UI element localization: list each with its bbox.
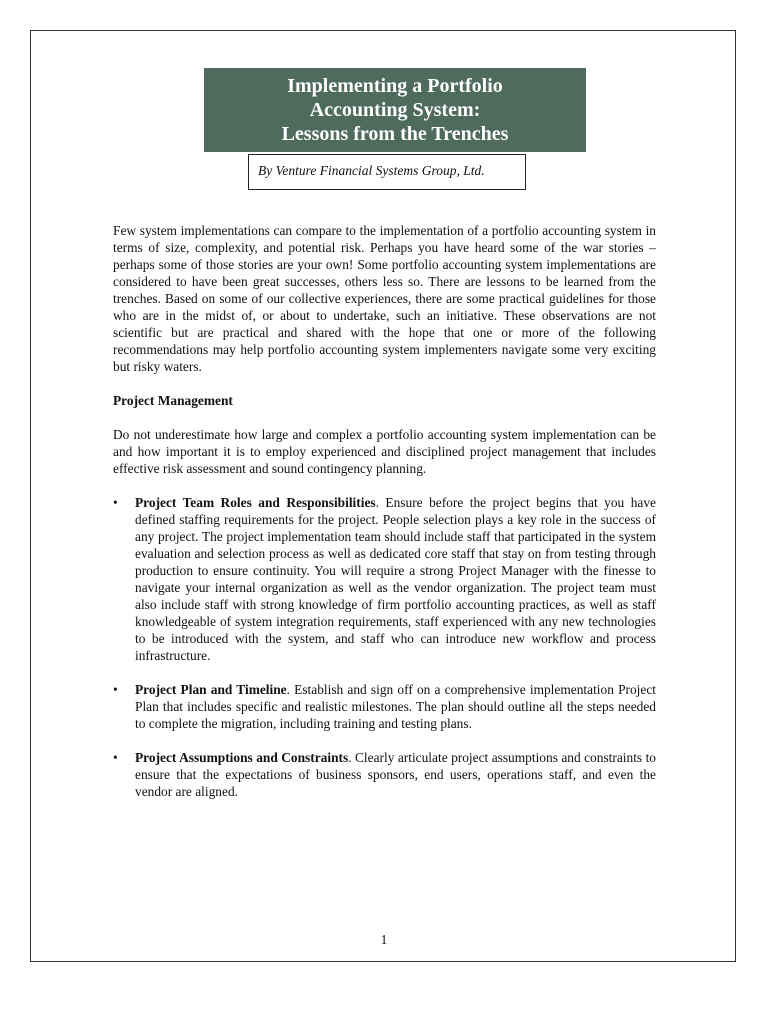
- intro-paragraph: Few system implementations can compare to the implementation of a portfolio accounting system in terms of size, complexity, and potential risk. Perhaps you have heard some of the war stories – perhaps some of those stories are your own! Some portfolio accounting system implementations are considered to have been great successes, others less so. There are lessons to be learned from the trenches. Based on some of our collective experiences, there are some practical guidelines for those who are in the midst of, or about to undertake, such an initiative. These observations are not scientific but are practical and shared with the hope that one or more of the following recommendations may help portfolio accounting system implementers navigate some very exciting but risky waters.: [113, 223, 656, 374]
- title-banner: [204, 68, 586, 152]
- title-line-2: Accounting System:: [309, 99, 481, 121]
- list-item: [113, 494, 656, 664]
- bullet-term: Project Plan and Timeline: [135, 682, 287, 697]
- byline-text: By Venture Financial Systems Group, Ltd.: [258, 163, 485, 178]
- section-heading: Project Management: [113, 393, 233, 408]
- bullet-list: [113, 494, 656, 800]
- bullet-icon: •: [113, 750, 118, 765]
- byline-box: [248, 154, 526, 190]
- list-item: [113, 749, 656, 800]
- bullet-icon: •: [113, 682, 118, 697]
- bullet-text: . Clearly articulate project assumptions and constraints to ensure that the expectations of business sponsors, end users, operations staff, and even the vendor are aligned.: [135, 750, 656, 799]
- section-paragraph: Do not underestimate how large and complex a portfolio accounting system implementation can be and how important it is to employ experienced and disciplined project management that includes effective risk assessment and sound contingency planning.: [113, 427, 656, 476]
- list-item: [113, 681, 656, 732]
- title-line-3: Lessons from the Trenches: [281, 123, 509, 145]
- bullet-term: Project Assumptions and Constraints: [135, 750, 349, 765]
- title-line-1: Implementing a Portfolio: [287, 75, 503, 97]
- document-body: [113, 222, 656, 800]
- bullet-icon: •: [113, 495, 118, 510]
- page-number: 1: [380, 932, 388, 947]
- bullet-text: . Ensure before the project begins that you have defined staffing requirements for the project. People selection plays a key role in the success of any project. The project implementation team should include staff that participated in the system evaluation and selection process as well as dedicated core staff that stay on from testing through production to ensure continuity. You will require a strong Project Manager with the finesse to navigate your internal organization as well as the vendor organization. The project team must also include staff with strong knowledge of firm portfolio accounting practices, as well as staff knowledgeable of system integration requirements, staff experienced with any new technologies to be introduced with the system, and staff who can introduce new workflow and process infrastructure.: [135, 495, 656, 663]
- bullet-term: Project Team Roles and Responsibilities: [135, 495, 376, 510]
- bullet-text: . Establish and sign off on a comprehensive implementation Project Plan that includes specific and realistic milestones. The plan should outline all the steps needed to complete the migration, including training and testing plans.: [135, 682, 656, 731]
